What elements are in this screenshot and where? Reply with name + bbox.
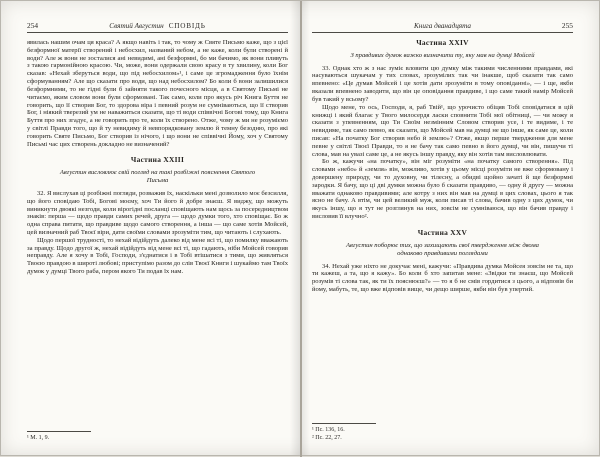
page-body-right <box>312 39 573 294</box>
body-paragraph-32b: Щодо першої трудності, то нехай відійдуть далеко від мене всі ті, що помилку вважають за правду. Щодо другої ж, нехай відійдуть від мене всі ті, що гадають, ніби Мойсей говорив неправду. Але я хочу в Тобі, Господи, з'єднатися і в Тобі втішатися з тими, що живляться Твоєю правдою в широті любові; приступімо разом до слів Твоєї Книги і шукаймо там Твоїх думок у думці Твого раба, пером якого Ти подав їх нам. <box>27 236 288 276</box>
chapter-heading-xxv: Частина XXV <box>417 227 468 237</box>
chapter-heading-xxiii: Частина XXIII <box>130 155 185 165</box>
footnote-rule-left <box>27 431 91 432</box>
body-paragraph-33c: Бо ж, кажучи «на початку», він міг розуміти «на початку самого створення». Під словами «небо» й «земля» він, можливо, хотів у цьому місці розуміти не вже сформовану і довершену природу, чи то духовну, чи тілесну, а обидві щойно зачаті й ще безформні зародки. Я бачу, що ці дві думки можна було б сказати правдиво, — одну й другу — можна вважати однаково правдивими; але котру з них він мав на думці в цих словах, цього я так ясно не бачу. А втім, чи цей великий муж, коли писав ті слова, бачив одну з цих думок, чи якусь іншу, що я тут не розглянув на них, зовсім не сумніваюся, що він бачив правду і висловив її влучно². <box>312 158 573 221</box>
page-left <box>1 1 300 455</box>
footnote: ¹ М. 1, 9. <box>27 434 50 441</box>
body-paragraph-continuation: явилась нашим очам ця краса? А якщо навіть і так, то чому ж Святе Письмо каже, що з цієї безформної матерії створений і небосхил, названий небом, а не каже, коли були створені й води? Але ж вони не зосталися ані невидимі, ані безформні, бо ми бачимо, як вони пливуть з такою гармонійною красою. Чи, може, вони одержали свою красу в ту хвилину, коли Бог сказав: «Нехай зберуться води, що під небосхилом»¹, і саме це згромадження було їхнім сформуванням? Але що сказати про води, що над небосхилом? Бо коли б вони залишилися безформними, то не гідні були б зайняти такого почесного місця, а в Святому Письмі не читаємо, яким словом вони були сформовані. Так само, коли про якусь річ Книга Буття не говорить, що її створив Бог, то здорова віра і певний розум не сумніваються, що її створив Бог, і ніякий тверезий ум не наважиться сказати, що ті води співвічні Богові тому, що Книга Буття про них згадує, а не говорить про те, коли їх створено. Отже, чому ж ми не розуміємо у світлі Правди того, що й ту невидиму й невпорядковану землю й темну безодню, про які говорить Святе Письмо, Бог створив із нічого, і що вони не співвічні Йому, хоч у Святому Письмі час цих створень докладно не визначений? <box>27 39 288 148</box>
page-number-right: 255 <box>561 21 573 30</box>
page-right <box>300 1 599 455</box>
running-title-left <box>57 22 258 31</box>
chapter-subtitle-xxiv: З правдивих думок важко визначити ту, яку мав на думці Мойсей <box>350 51 535 59</box>
chapter-heading-xxiv: Частина XXIV <box>416 38 469 47</box>
body-paragraph-33b: Щодо мене, то ось, Господи, я, раб Твій¹, що урочисто обіцяв Тобі сповідатися в цій книжці і який благає у Твого милосердя ласки сповнити Тобі мої обітниці, — чи можу я сказати з упевненням, що Ти Своїм незмінним Словом створив усе, і те видиме, і те невидиме, так само певно, як сказати, що Мойсей мав на думці не що інше, як саме це, коли писав: «На початку Бог створив небо й землю»? Отже, якщо перше твердження для мене певне у світлі Твоєї Правди, то я не бачу так само певно в його думці, чи він, пишучи ті слова, мав на увазі саме це, а не якусь іншу правду, яку він хотів там висловлювати. <box>312 103 573 158</box>
running-title-right: Книга дванадцята <box>413 22 472 30</box>
body-paragraph-32a: 32. Я вислухав ці розбіжні погляди, розважив їх, наскільки мені дозволило моє безсилля, що його сповідаю Тобі, Богові моєму, хоч Ти його й добре знаєш. Я виджу, що можуть виникнути двоякі незгоди, коли вірогідні посланці сповіщають нам щось за посередництвом знаків: перша — щодо правди самих речей, друга — щодо думки того, хто сповіщає. Бо ж одна справа питати, що правдиве щодо самого створення, а інша — що саме хотів Мойсей, цей визначний раб Твоєї віри, дати своїми словами зрозуміти тим, що читають і слухають. <box>27 189 288 237</box>
chapter-subtitle-xxiii: Августин висловлює свій погляд на такі розбіжні пояснення Святого Письма <box>59 169 256 185</box>
header-rule-left <box>27 32 288 33</box>
running-title-book: СПОВІДЬ <box>168 22 206 30</box>
page-number-left: 254 <box>27 21 39 30</box>
header-rule-right <box>312 32 573 33</box>
footnote-rule-right <box>312 423 376 424</box>
body-paragraph-33a: 33. Однак хто ж з нас зуміє вловити цю думку між такими численними правдами, які насуваються шукачам у тих словах, зрозумілих так чи інакше, щоб сказати так само впевнено: «Це думав Мойсей і це хотів дати зрозуміти в тому оповіданні», — і ще, якби вказали впевнено заводити, що він це оповідання правдиве, і що саме такий намір Мойсей був такий у всьому? <box>312 64 573 103</box>
chapter-subtitle-xxv: Августин поборює тих, що захищають свої твердження між двома однаково правдивими поглядами <box>346 241 539 257</box>
body-paragraph-34: 34. Нехай уже ніхто не докучає мені, кажучи: «Правдива думка Мойсея зовсім не та, що ти кажеш, а та, що я кажу». Бо коли б хто запитав мене: «Звідки ти знаєш, що Мойсей розумів ті слова так, як ти їх пояснюєш?» — то я б не смів гордитися з цього, а відповів би йому, мабуть, те, що вже відповів вище, чи дещо ширше, якби він був упертий. <box>312 262 573 293</box>
footnote: ² Пс. 22, 27. <box>312 434 342 441</box>
page-gutter <box>300 1 302 457</box>
page-body-left <box>27 39 288 276</box>
running-header-right <box>312 21 573 31</box>
running-title-author: Святий Августин <box>109 22 164 30</box>
running-header-left <box>27 21 288 31</box>
footnotes-right <box>312 423 573 442</box>
footnote: ¹ Пс. 136, 16. <box>312 426 345 433</box>
footnotes-left <box>27 431 284 442</box>
